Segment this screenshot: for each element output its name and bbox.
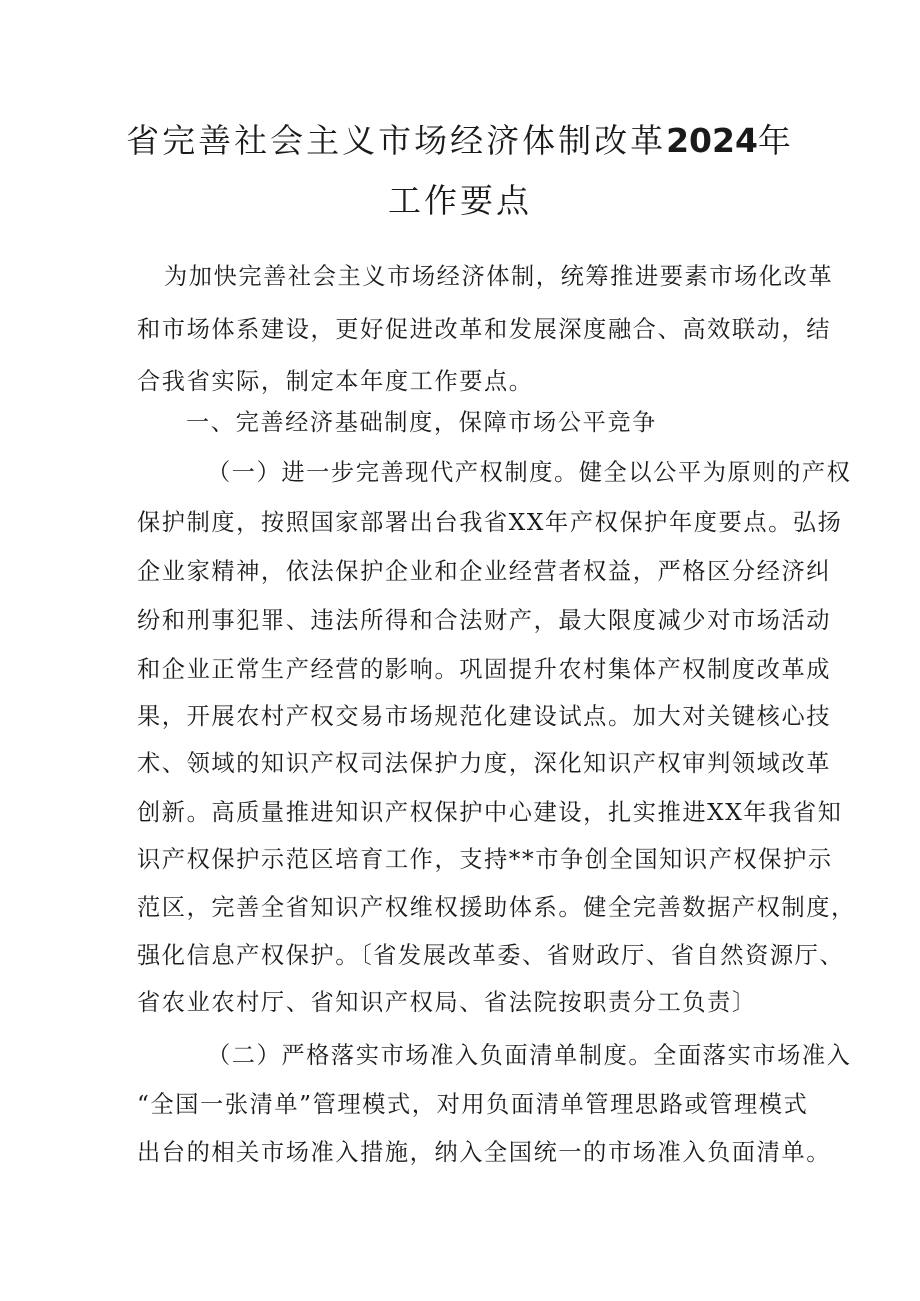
paragraph-2-line-2: “全国一张清单”管理模式，对用负面清单管理思路或管理模式 (137, 1091, 809, 1118)
section-heading-1: 一、完善经济基础制度，保障市场公平竞争 (186, 409, 657, 436)
paragraph-intro-line-2: 和市场体系建设，更好促进改革和发展深度融合、高效联动，结 (137, 316, 832, 343)
paragraph-2-line-3: 出台的相关市场准入措施，纳入全国统一的市场准入负面清单。 (137, 1139, 832, 1166)
paragraph-intro-line-1: 为加快完善社会主义市场经济体制，统筹推进要素市场化改革 (164, 263, 834, 290)
title-prefix: 省完善社会主义市场经济体制改革 (126, 121, 667, 160)
paragraph-1-line-11: 强化信息产权保护。〔省发展改革委、省财政厅、省自然资源厅、 (137, 942, 845, 969)
paragraph-1-line-2: 保护制度，按照国家部署出台我省XX年产权保护年度要点。弘扬 (137, 509, 843, 536)
paragraph-1-line-10: 范区，完善全省知识产权维权援助体系。健全完善数据产权制度， (137, 894, 856, 921)
paragraph-1-line-1: （一）进一步完善现代产权制度。健全以公平为原则的产权 (207, 459, 852, 486)
paragraph-1-line-7: 术、领域的知识产权司法保护力度，深化知识产权审判领域改革 (137, 750, 832, 777)
document-title-line-2: 工作要点 (388, 181, 532, 220)
paragraph-1-line-12: 省农业农村厅、省知识产权局、省法院按职责分工负责〕 (137, 989, 757, 1016)
title-suffix: 年 (757, 121, 794, 160)
paragraph-2-line-1: （二）严格落实市场准入负面清单制度。全面落实市场准入 (207, 1042, 852, 1069)
paragraph-intro-line-3: 合我省实际，制定本年度工作要点。 (137, 368, 534, 395)
paragraph-1-line-9: 识产权保护示范区培育工作，支持**市争创全国知识产权保护示 (137, 846, 833, 873)
document-title-line-1 (0, 121, 920, 160)
title-year: 2024 (666, 121, 758, 160)
paragraph-1-line-6: 果，开展农村产权交易市场规范化建设试点。加大对关键核心技 (137, 703, 832, 730)
paragraph-1-line-3: 企业家精神，依法保护企业和企业经营者权益，严格区分经济纠 (137, 558, 832, 585)
paragraph-1-line-8: 创新。高质量推进知识产权保护中心建设，扎实推进XX年我省知 (137, 799, 843, 826)
paragraph-1-line-4: 纷和刑事犯罪、违法所得和合法财产，最大限度减少对市场活动 (137, 607, 832, 634)
paragraph-1-line-5: 和企业正常生产经营的影响。巩固提升农村集体产权制度改革成 (137, 656, 832, 683)
